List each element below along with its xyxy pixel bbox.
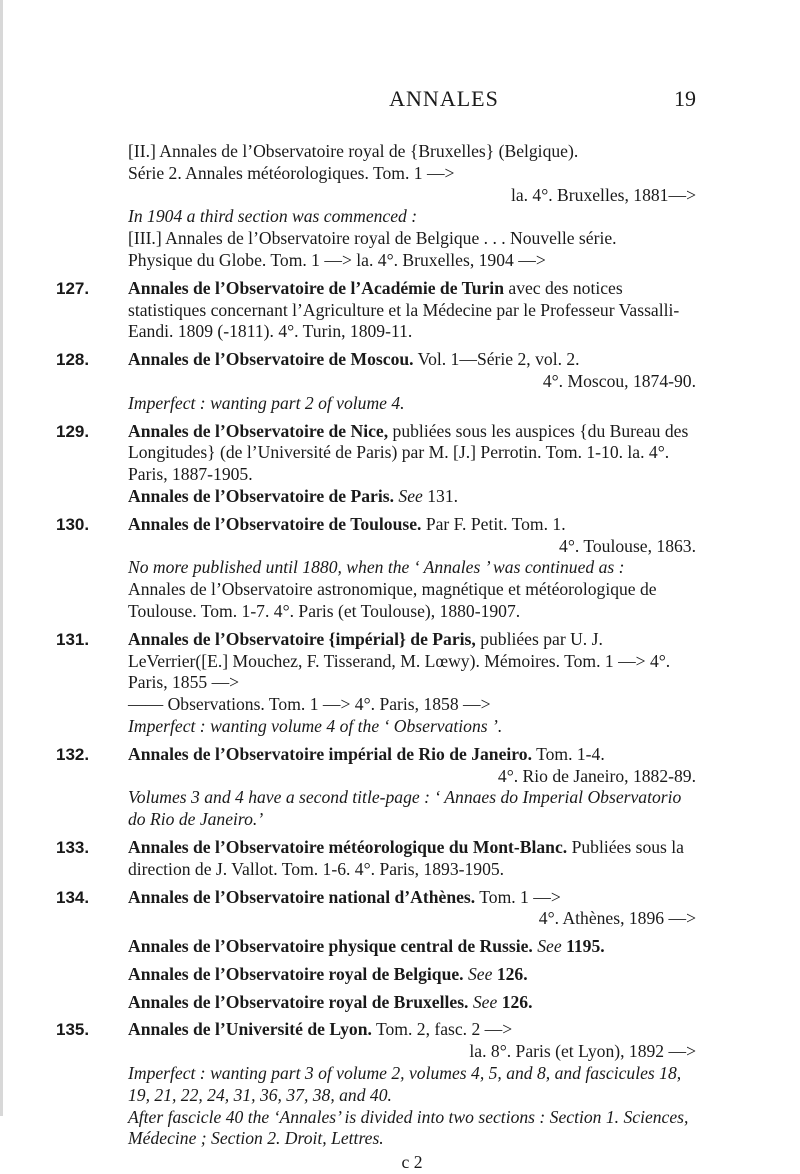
entry-text: publiées sous les auspices {du Bureau des Longitudes} (de l’Université de Paris) par M. [J.] Perrotin. Tom. 1-10. la. 4°. Paris, 1887-1905.	[128, 420, 689, 485]
page-edge	[0, 0, 3, 1116]
catalogue-entry	[56, 743, 696, 831]
entry-number: 128.	[56, 350, 90, 370]
page-header	[88, 86, 800, 116]
cross-reference-title: Annales de l’Observatoire physique central de Russie.	[128, 936, 533, 957]
entry-note: After fascicle 40 the ‘Annales’ is divided into two sections : Section 1. Sciences, Médecine ; Section 2. Droit, Lettres.	[128, 1106, 689, 1149]
catalogue-entry	[56, 277, 696, 343]
cross-reference-link[interactable]: 126.	[501, 991, 533, 1012]
see-label: See	[472, 991, 498, 1012]
cross-reference	[98, 992, 696, 1014]
entry-line: [II.] Annales de l’Observatoire royal de {Bruxelles} (Belgique).	[128, 141, 579, 161]
catalogue-body	[56, 141, 696, 1174]
entry-text: Tom. 2, fasc. 2 —>	[371, 1019, 513, 1040]
entry-line: Physique du Globe. Tom. 1 —> la. 4°. Bruxelles, 1904 —>	[128, 249, 546, 270]
entry-number: 133.	[56, 837, 90, 857]
catalogue-entry	[56, 1019, 696, 1150]
entry-imprint: la. 4°. Bruxelles, 1881—>	[510, 184, 696, 205]
entry-line: Série 2. Annales météorologiques. Tom. 1 —>	[128, 162, 455, 183]
entry-number: 132.	[56, 744, 90, 764]
entry-imprint: 4°. Rio de Janeiro, 1882-89.	[497, 765, 696, 786]
cross-reference-link[interactable]: 131.	[427, 485, 459, 506]
catalogue-entry	[56, 513, 696, 623]
entry-title: Annales de l’Observatoire de Nice,	[128, 420, 389, 441]
entry-number: 134.	[56, 887, 90, 907]
entry-note: Imperfect : wanting part 3 of volume 2, volumes 4, 5, and 8, and fascicules 18, 19, 21, 22, 24, 31, 36, 37, 38, and 40.	[128, 1063, 682, 1105]
see-label: See	[398, 485, 423, 506]
entry-note: Imperfect : wanting volume 4 of the ‘ Observations ’.	[128, 715, 503, 736]
entry-number: 127.	[56, 278, 90, 298]
entry-number: 135.	[56, 1020, 90, 1040]
entry-text: publiées par U. J. LeVerrier([E.] Mouchez, F. Tisserand, M. Lœwy). Mémoires. Tom. 1 —> 4°. Paris, 1855 —>	[128, 628, 671, 693]
entry-title: Annales de l’Observatoire de l’Académie de Turin	[128, 277, 504, 298]
entry-imprint: 4°. Turin, 1809-11.	[278, 321, 413, 342]
entry-continuation: Annales de l’Observatoire astronomique, magnétique et météorologique de Toulouse. Tom. 1-7. 4°. Paris (et Toulouse), 1880-1907.	[128, 579, 657, 621]
entry-text: Tom. 1 —>	[475, 886, 561, 907]
entry-text: Tom. 1-4.	[531, 743, 605, 764]
page-number: 19	[674, 86, 696, 111]
cross-reference-link[interactable]: 126.	[496, 963, 528, 984]
entry-text: Vol. 1—Série 2, vol. 2.	[413, 349, 580, 370]
entry-note: In 1904 a third section was commenced :	[128, 206, 418, 227]
entry-title: Annales de l’Observatoire {impérial} de Paris,	[128, 628, 476, 649]
see-label: See	[468, 963, 493, 984]
entry-number: 129.	[56, 421, 90, 441]
entry-imprint: 4°. Athènes, 1896 —>	[538, 908, 696, 929]
cross-reference-link[interactable]: 1195.	[566, 936, 605, 957]
entry-text: Publiées sous la direction de J. Vallot. Tom. 1-6. 4°. Paris, 1893-1905.	[128, 836, 684, 879]
entry-number: 130.	[56, 514, 90, 534]
catalogue-entry	[56, 420, 696, 508]
entry-line: [III.] Annales de l’Observatoire royal de Belgique . . . Nouvelle série.	[128, 228, 617, 249]
cross-reference-title: Annales de l’Observatoire de Paris.	[128, 485, 395, 506]
entry-note: Volumes 3 and 4 have a second title-page : ‘ Annaes do Imperial Observatorio do Rio de Janeiro.’	[128, 787, 682, 830]
entry-text: Par F. Petit. Tom. 1.	[421, 513, 566, 534]
entry-number: 131.	[56, 629, 90, 649]
entry-note: No more published until 1880, when the ‘ Annales ’ was continued as :	[128, 557, 625, 578]
entry-imprint: 4°. Toulouse, 1863.	[559, 535, 696, 556]
entry-title: Annales de l’Observatoire national d’Athènes.	[128, 886, 476, 907]
entry-text: avec des notices statistiques concernant l’Agriculture et la Médecine par le Professeur Vassalli-Eandi. 1809 (-1811).	[128, 277, 680, 342]
entry-title: Annales de l’Observatoire impérial de Rio de Janeiro.	[128, 743, 532, 764]
cross-reference	[98, 964, 696, 986]
entry-title: Annales de l’Observatoire de Toulouse.	[128, 513, 422, 534]
cross-reference-title: Annales de l’Observatoire royal de Belgique.	[128, 963, 464, 984]
signature-mark: c 2	[401, 1152, 423, 1173]
catalogue-entry	[56, 349, 696, 414]
cross-reference-title: Annales de l’Observatoire royal de Bruxelles.	[128, 991, 469, 1012]
entry-title: Annales de l’Université de Lyon.	[128, 1019, 372, 1040]
sub-entry-iii	[98, 228, 696, 272]
entry-note: Imperfect : wanting part 2 of volume 4.	[128, 392, 405, 413]
running-head: ANNALES	[389, 86, 499, 111]
catalogue-entry	[56, 628, 696, 738]
see-label: See	[537, 936, 562, 957]
entry-title: Annales de l’Observatoire météorologique du Mont-Blanc.	[128, 836, 568, 857]
entry-continuation: —— Observations. Tom. 1 —> 4°. Paris, 1858 —>	[128, 694, 491, 715]
entry-imprint: 4°. Moscou, 1874-90.	[542, 370, 696, 391]
catalogue-entry	[56, 886, 696, 931]
catalogue-entry	[56, 836, 696, 881]
entry-imprint: la. 8°. Paris (et Lyon), 1892 —>	[469, 1041, 696, 1062]
entry-title: Annales de l’Observatoire de Moscou.	[128, 349, 414, 370]
cross-reference	[98, 936, 696, 958]
sub-entry-ii	[98, 141, 696, 206]
